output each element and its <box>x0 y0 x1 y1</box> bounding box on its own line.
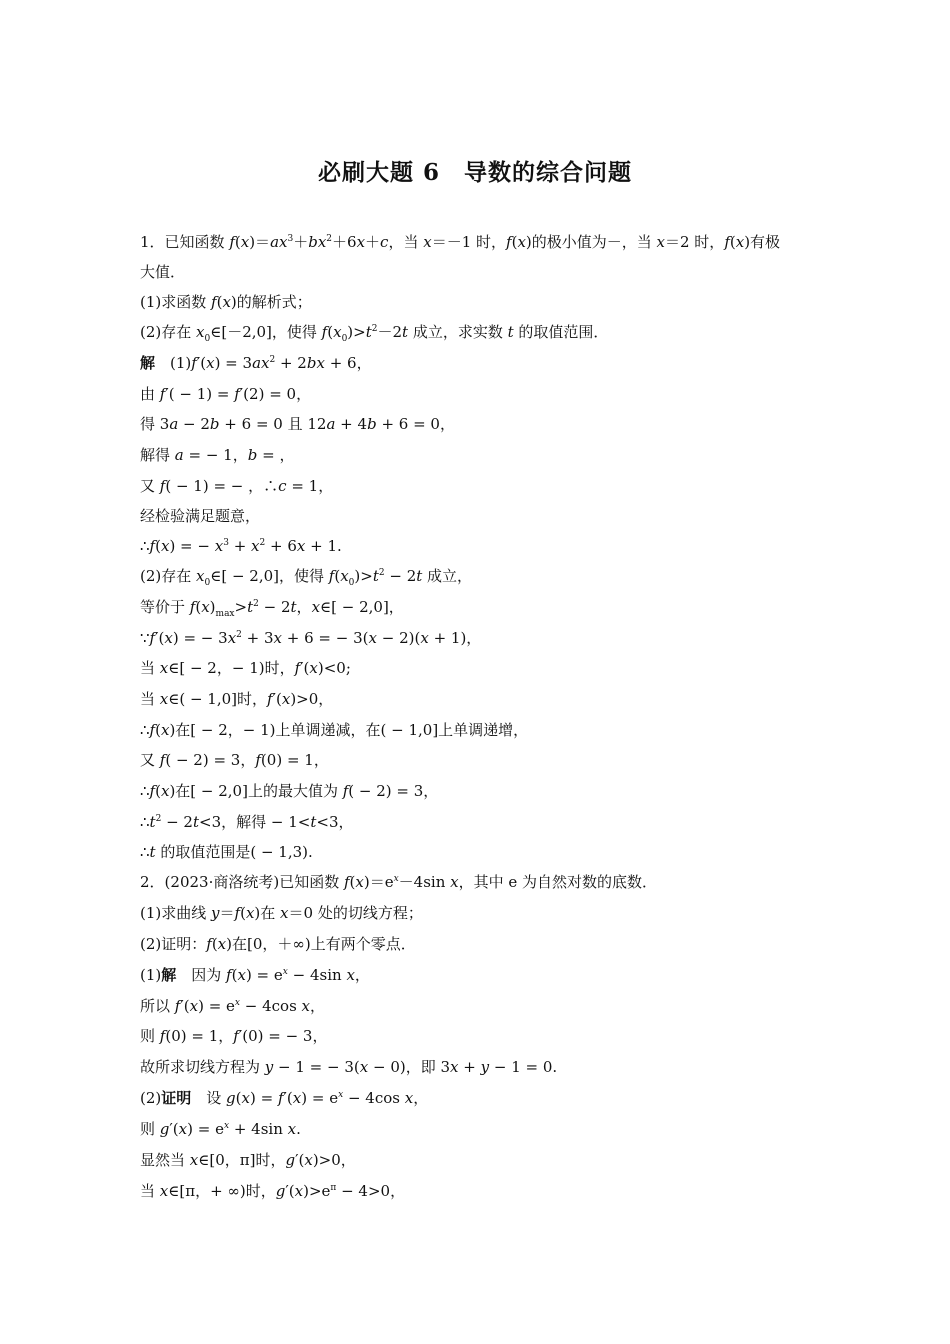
text-line: (2)存在 $x_0\in[-2,0]$，使得 $f(x_0)>t^2-2t$ 成立，求实数 t 的取值范围． <box>140 323 609 344</box>
text-line: $\therefore t^2 - 2t<3$，解得 − 1<t<3， <box>140 813 354 831</box>
text-line: 等价于 $f(x)_{max}>t^2 - 2t$，x∈[ − 2,0]， <box>140 598 404 619</box>
text-line: (2)证明 设 $g(x) = f'(x) = e^x - 4\cos$ x， <box>140 1089 429 1107</box>
text-line: 解 $(1)f'(x) = 3ax^2 + 2bx + 6$， <box>140 354 372 372</box>
page-title: 必刷大题 6 导数的综合问题 <box>317 159 632 186</box>
text-line: ∴f(x)在[ − 2，− 1)上单调递减，在( − 1,0]上单调递增， <box>140 721 529 739</box>
text-line: 当 x∈[ − 2，− 1)时，f′(x)<0; <box>140 659 351 677</box>
text-line: (2)存在 $x_0\in[ - 2,0]$，使得 $f(x_0)>t^2 - 2t$ 成立， <box>140 567 473 588</box>
text-line: 当 x∈( − 1,0]时，f′(x)>0， <box>140 690 334 708</box>
text-line: ∵f′(x) = − $3x^2 + 3x + 6$ = − 3(x − 2)(x + 1)， <box>140 629 482 647</box>
text-line: 所以 $f'(x) = e^x - 4\cos$ x， <box>140 997 326 1015</box>
text-line: (1)解 因为 $f(x) = e^x - 4\sin$ x， <box>140 966 370 984</box>
text-line: 则 $g'(x) = e^x + 4\sin$ x. <box>140 1120 301 1138</box>
text-line: 当 x∈[π，+ ∞)时，$g'(x)>e^\pi - 4>0$， <box>140 1182 406 1200</box>
text-line: 经检验满足题意， <box>140 507 261 525</box>
text-line: 大值． <box>140 263 186 281</box>
text-line: 故所求切线方程为 y − 1 = − 3(x − 0)，即 3x + y − 1 = 0. <box>140 1058 558 1076</box>
text-line: ∴f(x) = − $x^3 + x^2 + 6x + 1$. <box>140 537 342 555</box>
text-line: 则 f(0) = 1，f′(0) = − 3， <box>140 1027 328 1045</box>
text-line: ∴f(x)在[ − 2,0]上的最大值为 f( − 2) = 3， <box>140 782 439 800</box>
text-line: 2．(2023·商洛统考)已知函数 $f(x)=e^x-4\sin$ x，其中 e 为自然对数的底数． <box>140 873 658 891</box>
text-line: 又 f( − 1) = − ，∴c = 1， <box>140 477 334 495</box>
text-line: 解得 a = − 1，b = ， <box>140 446 295 464</box>
text-line: 由 f′( − 1) = f′(2) = 0， <box>140 385 312 403</box>
text-line: 得 3a − 2b + 6 = 0 且 12a + 4b + 6 = 0， <box>140 415 455 433</box>
text-line: 1．已知函数 $f(x)=ax^3+bx^2+6x+c$，当 x＝－1 时，f(x)的极小值为－，当 x＝2 时，f(x)有极 <box>140 233 781 251</box>
text-line: 显然当 x∈[0，π]时，g′(x)>0， <box>140 1151 356 1169</box>
text-line: ∴t 的取值范围是( − 1,3). <box>140 843 313 861</box>
text-line: (2)证明：f(x)在[0，＋∞)上有两个零点． <box>140 935 416 953</box>
text-line: (1)求函数 f(x)的解析式； <box>140 293 312 311</box>
text-line: (1)求曲线 y＝f(x)在 x＝0 处的切线方程； <box>140 904 423 922</box>
text-line: 又 f( − 2) = 3，f(0) = 1， <box>140 751 329 769</box>
